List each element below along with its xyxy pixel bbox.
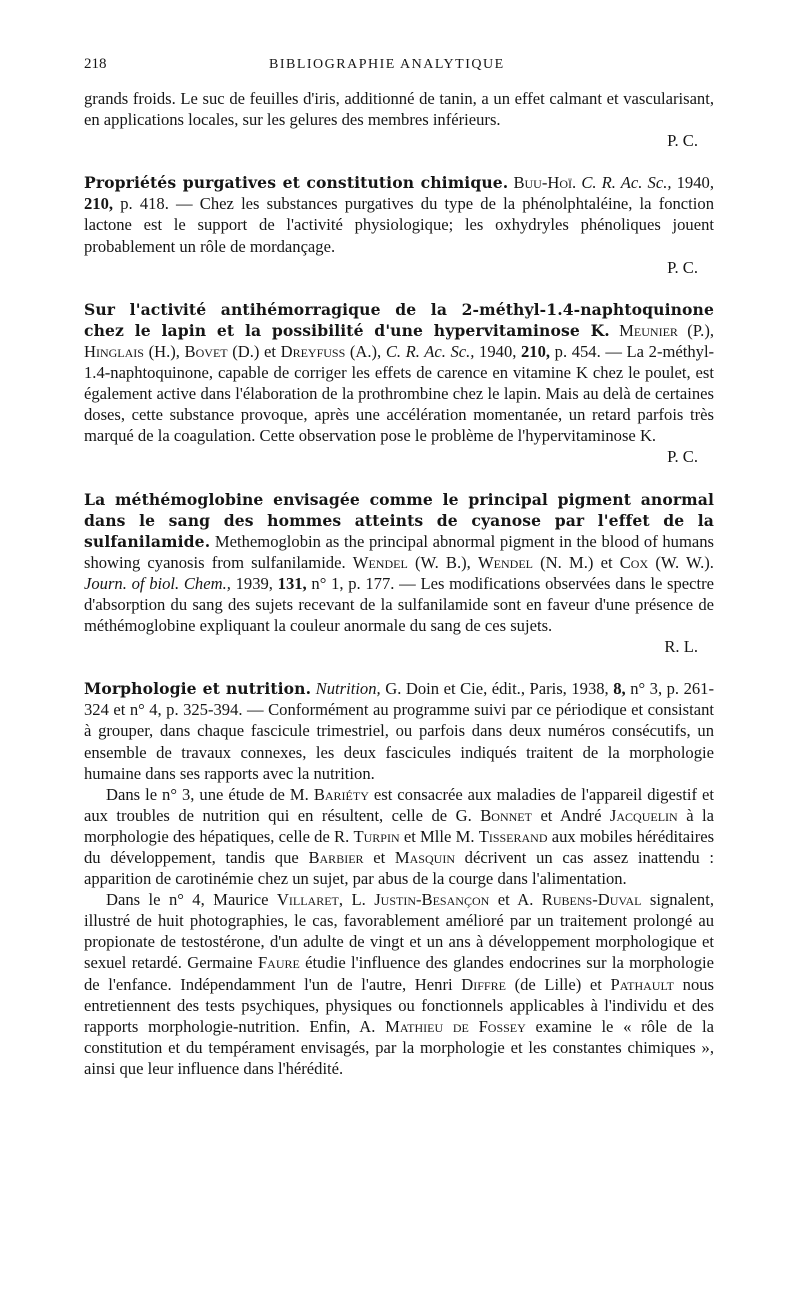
text-run: Dans le n° 3, une étude de M.: [106, 784, 309, 804]
entry-signature: P. C.: [667, 257, 698, 277]
person-name: Bonnet: [480, 805, 532, 825]
entry-pages: p. 418.: [120, 194, 169, 214]
text-run: à la morphologie des hépatiques, celle de R.: [84, 805, 715, 846]
entry-methemoglobine: [84, 489, 714, 658]
entry-signature: R. L.: [664, 637, 698, 657]
running-title: BIBLIOGRAPHIE ANALYTIQUE: [269, 57, 505, 72]
person-name: Villaret,: [276, 890, 344, 910]
entry-journal: Journ. of biol. Chem.,: [84, 573, 231, 593]
entry-title: La méthémoglobine envisagée comme le principal pigment anormal dans le sang des hommes atteints de cyanose par l'effet de la sulfanilamide.: [84, 489, 714, 551]
entry-english-title: Methemoglobin as the principal abnormal pigment in the blood of humans showing cyanosis from sulfanilamide.: [84, 531, 715, 572]
text-run: et A.: [497, 890, 534, 910]
entry-text: — Conformément au programme suivi par ce périodique et consistant à grouper, dans chaque fascicule trimestriel, ou parfois dans deux numéros consécutifs, un ensemble de travaux connexes, les deux fascicules indiqués traitent de la morphologie humaine dans ses rapports avec la nutrition.: [84, 700, 714, 783]
entry-pages: p. 454.: [554, 341, 601, 361]
entry-author-initials: (D.) et: [232, 341, 276, 361]
entry-morphologie: [84, 678, 714, 1079]
entry-title: Morphologie et nutrition.: [84, 679, 312, 699]
entry-author: Cox: [619, 552, 649, 572]
person-name: Faure: [257, 953, 300, 973]
entry-pages: n° 1, p. 177.: [311, 573, 395, 593]
text-run: et: [373, 848, 386, 867]
text-run: aux mobiles héréditaires du développement, tandis que: [84, 826, 715, 867]
entry-volume: 8,: [613, 679, 626, 699]
text-run: et André: [540, 805, 602, 825]
entry-author: Hinglais: [84, 341, 144, 361]
entry-purgatives: [84, 172, 714, 277]
entry-continuation: [84, 88, 714, 151]
text-run: étudie l'influence des glandes endocrines sur la morphologie de l'enfance. Indépendamment l'un de l'autre, Henri: [84, 953, 714, 994]
entry-author: Buu-Hoï.: [513, 173, 577, 193]
text-run: et Mlle M.: [403, 826, 475, 846]
entry-journal: C. R. Ac. Sc.,: [385, 341, 475, 361]
entry-signature: P. C.: [667, 447, 698, 467]
entry-volume: 210,: [84, 194, 114, 214]
entry-year: 1940,: [676, 173, 714, 193]
person-name: Justin-Besançon: [374, 890, 490, 910]
entry-author-initials: (A.),: [349, 341, 382, 361]
person-name: Mathieu de Fossey: [385, 1016, 526, 1036]
page-number: 218: [84, 56, 107, 72]
person-name: Bariéty: [313, 784, 369, 804]
person-name: Masquin: [394, 848, 455, 867]
entry-author-initials: (N. M.) et: [540, 552, 613, 572]
entry-author: Bovet: [184, 341, 228, 361]
entry-author: Dreyfuss: [280, 341, 346, 361]
entry-author-initials: (P.),: [687, 320, 714, 340]
text-run: Dans le n° 4, Maurice: [106, 890, 269, 910]
entry-year: 1940,: [479, 341, 517, 361]
entry-text: — La 2-méthyl-1.4-naphtoquinone, capable de corriger les effets de carence en vitamine K chez le poulet, est également active dans l'élaboration de la prothrombine chez le lapin. Mais au delà de certaines doses, cette substance provoque, après une accélération momentanée, un retard parfois très marqué de la coagulation. Cette observation pose le problème de l'hypervitaminose K.: [84, 341, 715, 446]
entry-journal: C. R. Ac. Sc.,: [581, 173, 672, 193]
entry-author-initials: (W. W.).: [655, 552, 714, 572]
text-run: L.: [351, 890, 366, 910]
person-name: Pathault: [610, 974, 674, 994]
entry-author-initials: (W. B.),: [414, 552, 471, 572]
entry-author: Meunier: [619, 320, 678, 340]
person-name: Barbier: [308, 848, 364, 867]
paragraph-numero-4: [84, 889, 714, 1079]
page-header: [84, 56, 714, 88]
entry-title: Sur l'activité antihémorragique de la 2-méthyl-1.4-naphtoquinone chez le lapin et la possibilité d'une hypervitaminose K.: [84, 299, 714, 340]
page: [84, 56, 714, 1100]
person-name: Rubens-Duval: [541, 890, 642, 910]
entry-pages: n° 3, p. 261-324 et n° 4, p. 325-394.: [84, 679, 715, 720]
entry-publisher: G. Doin et Cie, édit., Paris, 1938,: [385, 679, 609, 699]
entry-volume: 210,: [521, 341, 551, 361]
entry-title: Propriétés purgatives et constitution chimique.: [84, 173, 509, 193]
text-run: nous entretiennent des tests psychiques, physiques ou fonctionnels applicables à l'individu et des rapports morphologie-nutrition. Enfin, A.: [84, 974, 715, 1036]
entry-text: — Les modifications observées dans le spectre d'absorption du sang des sujets recevant de la sulfanilamide sont en faveur d'une présence de méthémoglobine expliquant la couleur anormale du sang de ces sujets.: [84, 573, 715, 636]
text-run: (de Lille) et: [514, 974, 602, 994]
text-run: signalent, illustré de huit photographies, le cas, favorablement amélioré par un traitement prolongé au propionate de testostérone, d'un adulte de vingt et un ans à développement morphologique et sexuel retardé. Germaine: [84, 890, 714, 973]
entry-text: — Chez les substances purgatives du type de la phénolphtaléine, la fonction lactone est le support de l'activité physiologique; les oxhydryles phénoliques jouent probablement un rôle de mordançage.: [84, 194, 714, 256]
entry-volume: 131,: [277, 573, 307, 593]
text-run: examine le « rôle de la constitution et du tempérament envisagés, par la morphologie et les constantes chimiques », ainsi que leur influence dans l'hérédité.: [84, 1016, 714, 1078]
entry-year: 1939,: [235, 573, 273, 593]
entry-antihemorragique: [84, 299, 714, 468]
person-name: Tisserand: [478, 826, 548, 846]
person-name: Diffre: [461, 974, 506, 994]
paragraph-numero-3: [84, 784, 714, 889]
entry-signature: P. C.: [667, 131, 698, 151]
entry-author: Wendel: [478, 552, 533, 572]
entry-text: grands froids. Le suc de feuilles d'iris, additionné de tanin, a un effet calmant et vascularisant, en applications locales, sur les gelures des membres inférieurs.: [84, 89, 714, 130]
text-run: décrivent un cas assez inattendu : apparition de carotinémie chez un sujet, par abus de la courge dans l'alimentation.: [84, 848, 714, 889]
person-name: Turpin: [353, 826, 400, 846]
entry-author: Wendel: [352, 552, 408, 572]
entry-author-initials: (H.),: [148, 341, 180, 361]
text-run: est consacrée aux maladies de l'appareil digestif et aux troubles de nutrition qui en résultent, celle de G.: [84, 784, 714, 825]
entry-journal: Nutrition,: [315, 679, 381, 699]
person-name: Jacquelin: [609, 805, 678, 825]
